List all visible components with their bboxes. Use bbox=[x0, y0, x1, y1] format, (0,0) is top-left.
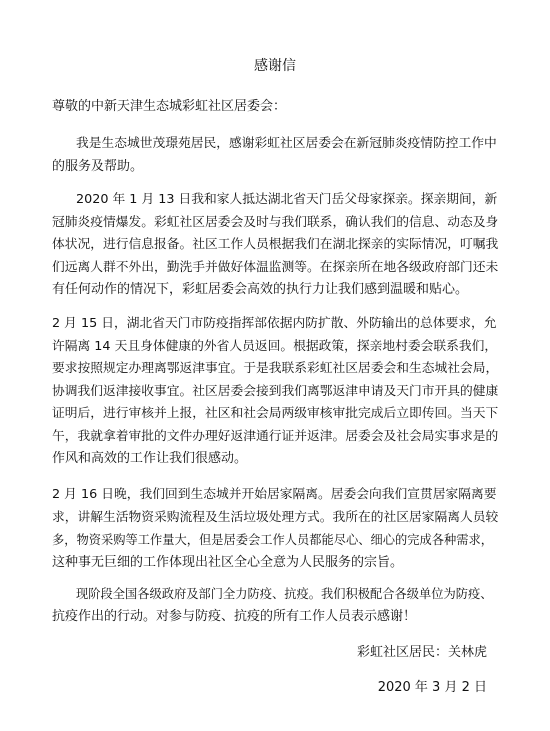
paragraph-line: 有任何动作的情况下，彩虹居委会高效的执行力让我们感到温暖和贴心。 bbox=[52, 282, 469, 297]
paragraph-4 bbox=[52, 484, 500, 574]
paragraph-line: 2 月 15 日，湖北省天门市防疫指挥部依据内防扩散、外防输出的总体要求，允 bbox=[52, 316, 497, 331]
paragraph-1 bbox=[52, 133, 500, 178]
paragraph-line: 作风和高效的工作让我们很感动。 bbox=[52, 451, 248, 466]
letter-title: 感谢信 bbox=[254, 58, 296, 74]
paragraph-line: 2020 年 1 月 13 日我和家人抵达湖北省天门岳父母家探亲。探亲期间，新 bbox=[76, 192, 498, 207]
paragraph-line: 午，我就拿着审批的文件办理好返津通行证并返津。居委会及社会局实事求是的 bbox=[52, 428, 499, 444]
paragraph-line: 的服务及帮助。 bbox=[52, 158, 144, 174]
paragraph-line: 体状况，进行信息报备。社区工作人员根据我们在湖北探亲的实际情况，叮嘱我 bbox=[52, 237, 499, 252]
letter-salutation: 尊敬的中新天津生态城彩虹社区居委会： bbox=[52, 99, 287, 114]
paragraph-2 bbox=[52, 189, 500, 302]
paragraph-line: 要求按照规定办理离鄂返津事宜。于是我联系彩虹社区居委会和生态城社会局， bbox=[52, 361, 499, 376]
paragraph-3 bbox=[52, 313, 500, 471]
paragraph-line: 抗疫作出的行动。对参与防疫、抗疫的所有工作人员表示感谢！ bbox=[52, 608, 417, 624]
paragraph-line: 多，物资采购等工作量大，但是居委会工作人员都能尽心、细心的完成各种需求， bbox=[52, 533, 493, 547]
paragraph-5 bbox=[52, 583, 500, 628]
paragraph-line: 现阶段全国各级政府及部门全力防疫、抗疫。我们积极配合各级单位为防疫、 bbox=[76, 587, 493, 601]
paragraph-line: 冠肺炎疫情爆发。彩虹社区居委会及时与我们联系，确认我们的信息、动态及身 bbox=[52, 214, 499, 230]
paragraph-line: 我是生态城世茂璟苑居民，感谢彩虹社区居委会在新冠肺炎疫情防控工作中 bbox=[76, 136, 497, 151]
paragraph-line: 证明后，进行审核并上报，社区和社会局两级审核审批完成后立即传回。当天下 bbox=[52, 406, 499, 421]
paragraph-line: 求，讲解生活物资采购流程及生活垃圾处理方式。我所在的社区居家隔离人员较 bbox=[52, 509, 499, 525]
letter-signature: 彩虹社区居民：关林虎 bbox=[356, 645, 487, 660]
letter-date: 2020 年 3 月 2 日 bbox=[377, 680, 487, 695]
paragraph-line: 协调我们返津接收事宜。社区居委会接到我们离鄂返津申请及天门市开具的健康 bbox=[52, 383, 499, 399]
paragraph-line: 们远离人群不外出，勤洗手并做好体温监测等。在探亲所在地各级政府部门还未 bbox=[52, 259, 499, 275]
paragraph-line: 这种事无巨细的工作体现出社区全心全意为人民服务的宗旨。 bbox=[52, 554, 404, 570]
paragraph-line: 2 月 16 日晚，我们回到生态城并开始居家隔离。居委会向我们宣贯居家隔离要 bbox=[52, 487, 497, 502]
paragraph-line: 许隔离 14 天且身体健康的外省人员返回。根据政策，探亲地村委会联系我们， bbox=[52, 338, 498, 354]
